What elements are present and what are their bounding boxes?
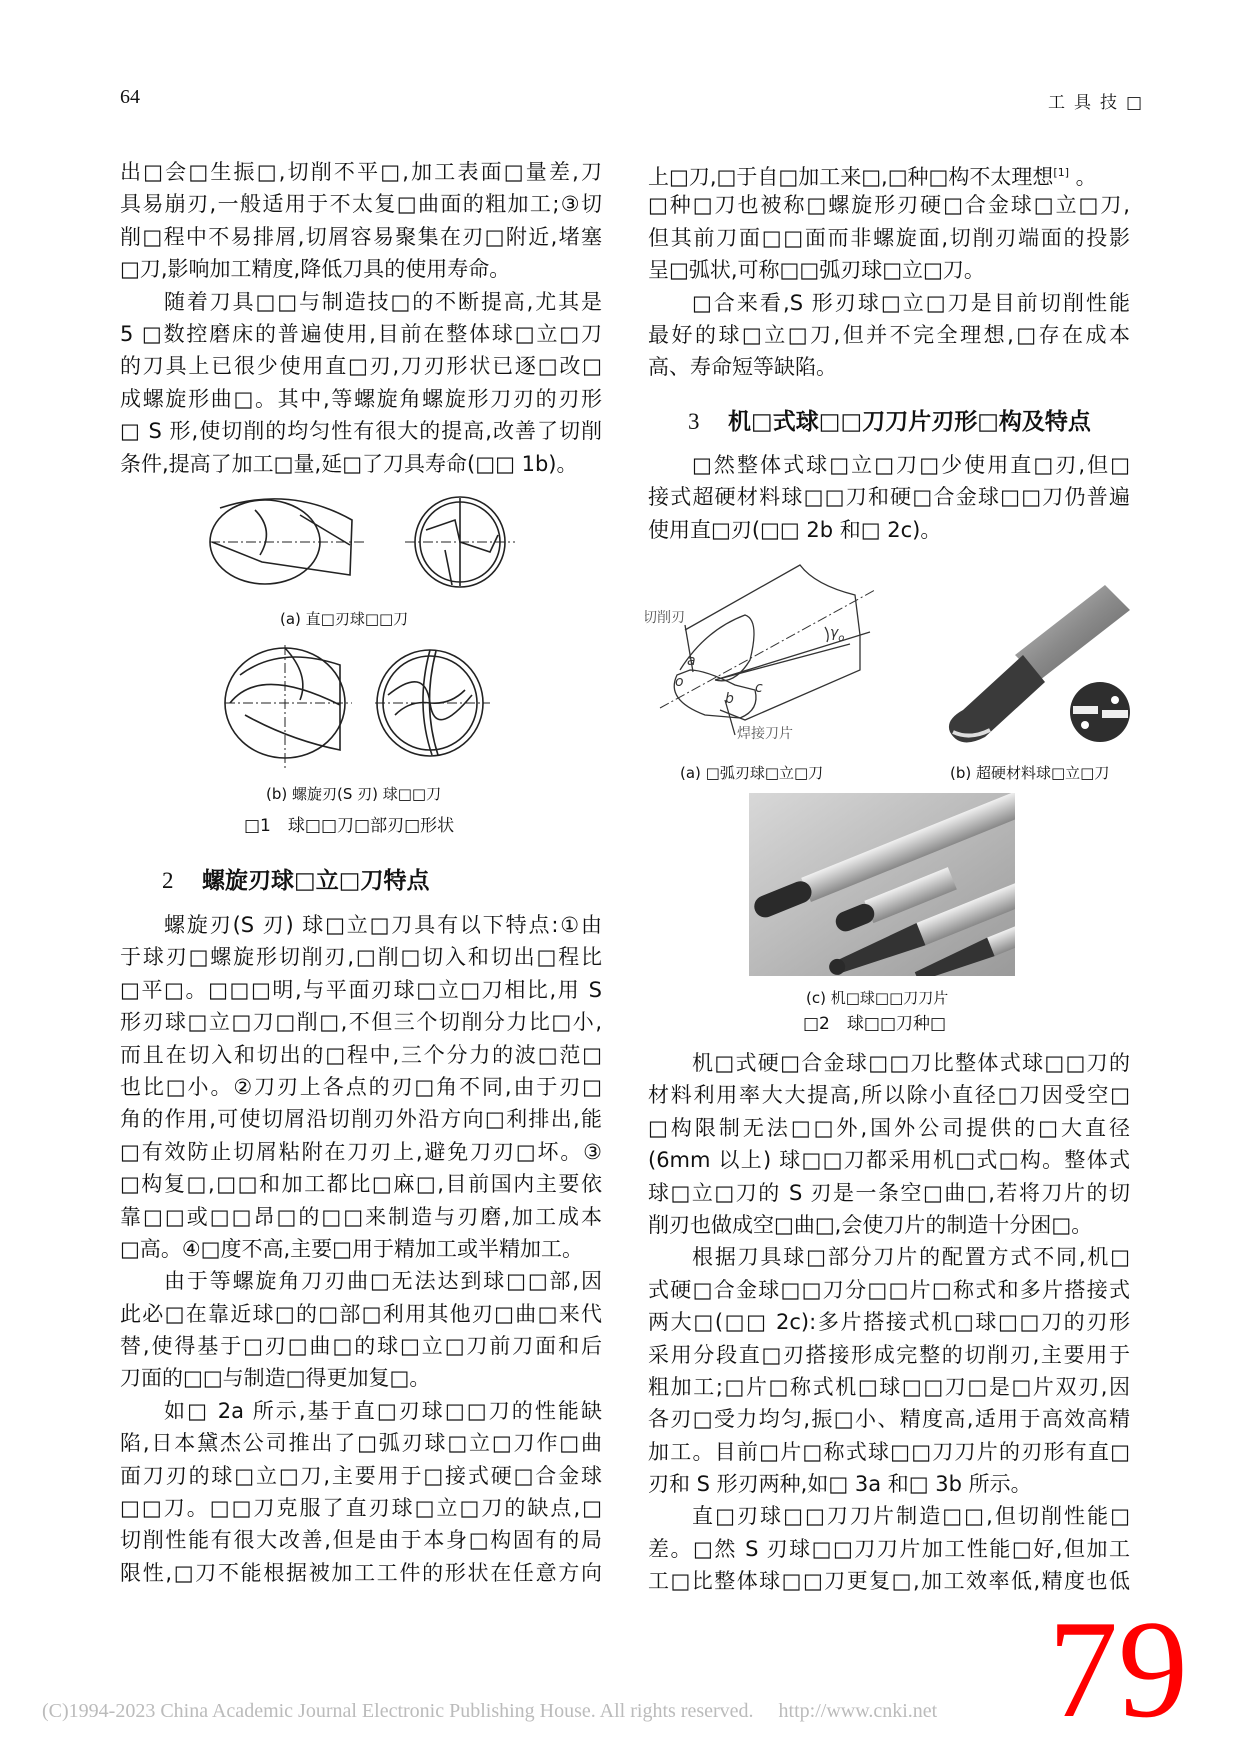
text-line: 限性,□刀不能根据被加工工件的形状在任意方向 (120, 1560, 602, 1585)
helical-edge-side-view (225, 645, 352, 770)
figure-1a-caption: (a) 直□刃球□□刀 (280, 610, 409, 628)
text-line: □□刀。□□刀克服了直刃球□立□刀的缺点,□ (120, 1496, 602, 1521)
figure-1b-caption: (b) 螺旋刃(S 刃) 球□□刀 (266, 785, 442, 803)
text-line: 陷,日本黛杰公司推出了□弧刃球□立□刀作□曲 (120, 1431, 602, 1456)
label-c: c (755, 680, 763, 696)
label-cutting-edge: 切削刃 (645, 610, 685, 626)
text-line: 角的作用,可使切屑沿切削刃外沿方向□利排出,能 (120, 1107, 602, 1132)
text-line: 也比□小。②刀刃上各点的刃□角不同,由于刃□ (120, 1074, 602, 1099)
figure-2a-caption: (a) □弧刃球□立□刀 (680, 764, 824, 782)
section-number: 3 (688, 409, 700, 434)
arc-edge-ball-mill-drawing (645, 560, 1135, 750)
superhard-ball-mill-photo (949, 585, 1130, 742)
text-line: 此必□在靠近球□的□部□利用其他刃□曲□来代 (120, 1301, 602, 1326)
indexable-ball-mill-photo (749, 793, 1015, 976)
text-line: 螺旋刃(S 刃) 球□立□刀具有以下特点:①由 (164, 913, 602, 937)
text-line: □高。④□度不高,主要□用于精加工或半精加工。 (120, 1236, 584, 1261)
label-a: a (687, 653, 696, 669)
paragraph (648, 1500, 1130, 1597)
text-line (648, 157, 1130, 189)
label-o: o (675, 674, 684, 690)
text-line: 具易崩刃,一般适用于不太复□曲面的粗加工;③切 (120, 192, 602, 217)
text-line: 由于等螺旋角刀刃曲□无法达到球□□部,因 (164, 1269, 602, 1294)
section-title: 机□式球□□刀刀片刃形□构及特点 (728, 409, 1091, 435)
left-column-top (120, 156, 602, 480)
paragraph (120, 1265, 602, 1395)
text-line: 但其前刀面□□面而非螺旋面,切削刃端面的投影 (648, 225, 1130, 250)
figure-2ab (645, 560, 1135, 750)
text-line: 各刃□受力均匀,振□小、精度高,适用于高效高精 (648, 1407, 1130, 1432)
paragraph (648, 1241, 1130, 1500)
text-line: 采用分段直□刃搭接形成完整的切削刃,主要用于 (648, 1342, 1130, 1367)
paragraph (648, 189, 1130, 286)
section-2-heading (162, 862, 429, 895)
text-line: 形刃球□立□刀□削□,不但三个切削分力比□小, (120, 1010, 602, 1035)
text-line: 替,使得基于□刃□曲□的球□立□刀前刀面和后 (120, 1334, 602, 1359)
label-b: b (725, 691, 734, 707)
right-column-bottom (648, 1047, 1130, 1598)
text-line: □合来看,S 形刃球□立□刀是目前切削性能 (692, 290, 1130, 315)
text-line: 削刃也做成空□曲□,会使刀片的制造十分困□。 (648, 1212, 1093, 1237)
figure-1-title: □1 球□□刀□部刃□形状 (244, 816, 455, 836)
text-line: 条件,提高了加工□量,延□了刀具寿命(□□ 1b)。 (120, 451, 578, 476)
text-line: 切削性能有很大改善,但是由于本身□构固有的局 (120, 1528, 602, 1553)
text-line: 机□式硬□合金球□□刀比整体式球□□刀的 (692, 1051, 1130, 1075)
text-line: □刀,影响加工精度,降低刀具的使用寿命。 (120, 257, 511, 282)
line-text: 上□刀,□于自□加工来□,□种□构不太理想 (648, 165, 1054, 189)
text-line: 5 □数控磨床的普遍使用,目前在整体球□立□刀 (120, 321, 602, 346)
figure-1-drawings (200, 490, 530, 790)
text-line: 刃和 S 形刃两种,如□ 3a 和□ 3b 所示。 (648, 1472, 1032, 1497)
text-line: 呈□弧状,可称□□弧刃球□立□刀。 (648, 258, 985, 283)
text-line: 直□刃球□□刀刀片制造□□,但切削性能□ (692, 1504, 1130, 1529)
straight-edge-side-view (210, 499, 352, 584)
figure-2c-caption: (c) 机□球□□刀刀片 (806, 989, 949, 1007)
text-line: 而且在切入和切出的□程中,三个分力的波□范□ (120, 1042, 602, 1067)
helical-edge-end-view (375, 650, 490, 756)
text-line: □构复□,□□和加工都比□麻□,目前国内主要依 (120, 1172, 602, 1197)
label-welded-insert: 焊接刀片 (737, 726, 793, 742)
text-line: (6mm 以上) 球□□刀都采用机□式□构。整体式 (648, 1148, 1130, 1173)
text-line: 如□ 2a 所示,基于直□刃球□□刀的性能缺 (164, 1398, 602, 1423)
section-3-heading (688, 403, 1091, 436)
text-line: 工□比整体球□□刀更复□,加工效率低,精度也低 (648, 1569, 1130, 1594)
right-column-mid (648, 449, 1130, 546)
text-line: □有效防止切屑粘附在刀刃上,避免刀刃□坏。③ (120, 1139, 602, 1164)
overlay-page-number: 79 (1048, 1592, 1188, 1747)
text-line: □平□。□□□明,与平面刃球□立□刀相比,用 S (120, 977, 602, 1002)
text-line: 削□程中不易排屑,切屑容易聚集在刃□附近,堵塞 (120, 224, 602, 249)
citation-ref[interactable]: [1] (1053, 166, 1069, 179)
section-number: 2 (162, 868, 174, 893)
journal-name: 工具技□ (1048, 93, 1152, 113)
label-gamma: γ (830, 625, 839, 641)
text-line: 球□立□刀的 S 刃是一条空□曲□,若将刀片的切 (648, 1180, 1130, 1205)
right-top-paragraphs (648, 189, 1130, 383)
text-line: 于球刃□螺旋形切削刃,□削□切入和切出□程比 (120, 945, 602, 970)
page-number: 64 (120, 86, 140, 108)
section-title: 螺旋刃球□立□刀特点 (202, 868, 430, 894)
copyright-watermark: (C)1994-2023 China Academic Journal Electronic Publishing House. All rights reserved. http://www.cnki.net (42, 1700, 938, 1722)
line-end: 。 (1069, 165, 1097, 189)
paragraph (648, 1047, 1130, 1241)
text-line: 面刀刃的球□立□刀,主要用于□接式硬□合金球 (120, 1463, 602, 1488)
text-line: □构限制无法□□外,国外公司提供的□大直径 (648, 1115, 1130, 1140)
text-line: 根据刀具球□部分刀片的配置方式不同,机□ (692, 1245, 1130, 1270)
text-line: 出□会□生振□,切削不平□,加工表面□量差,刀 (120, 160, 602, 184)
left-column-bottom (120, 909, 602, 1589)
text-line: □ S 形,使切削的均匀性有很大的提高,改善了切削 (120, 419, 602, 444)
text-line: 差。□然 S 刃球□□刀刀片加工性能□好,但加工 (648, 1536, 1130, 1561)
figure-2-title: □2 球□□刀种□ (803, 1014, 947, 1034)
paragraph (120, 156, 602, 286)
text-line: 接式超硬材料球□□刀和硬□合金球□□刀仍普遍 (648, 485, 1130, 510)
text-line: 成螺旋形曲□。其中,等螺旋角螺旋形刀刃的刃形 (120, 386, 602, 411)
svg-text:γo (830, 625, 844, 644)
text-line: 两大□(□□ 2c):多片搭接式机□球□□刀的刃形 (648, 1310, 1130, 1335)
label-gamma-sub: o (838, 633, 845, 644)
paragraph (648, 449, 1130, 546)
text-line: 高、寿命短等缺陷。 (648, 355, 837, 380)
paragraph (120, 286, 602, 480)
text-line: 式硬□合金球□□刀分□□片□称式和多片搭接式 (648, 1277, 1130, 1302)
text-line: 使用直□刃(□□ 2b 和□ 2c)。 (648, 517, 942, 542)
text-line: 加工。目前□片□称式球□□刀刀片的刃形有直□ (648, 1439, 1130, 1464)
text-line: 刀面的□□与制造□得更加复□。 (120, 1366, 431, 1391)
text-line: 材料利用率大大提高,所以除小直径□刀因受空□ (648, 1083, 1130, 1108)
text-line: 随着刀具□□与制造技□的不断提高,尤其是 (164, 289, 602, 314)
text-line: 的刀具上已很少使用直□刃,刀刃形状已逐□改□ (120, 354, 602, 379)
text-line: 粗加工;□片□称式机□球□□刀□是□片双刃,因 (648, 1374, 1130, 1399)
paragraph (120, 909, 602, 1265)
text-line: □然整体式球□立□刀□少使用直□刃,但□ (692, 453, 1130, 477)
right-column-top (648, 157, 1130, 384)
paragraph (648, 287, 1130, 384)
figure-2b-caption: (b) 超硬材料球□立□刀 (950, 764, 1110, 782)
paragraph (120, 1395, 602, 1589)
text-line: 靠□□或□□昂□的□□来制造与刃磨,加工成本 (120, 1204, 602, 1229)
text-line: □种□刀也被称□螺旋形刃硬□合金球□立□刀, (648, 193, 1130, 218)
text-line: 最好的球□立□刀,但并不完全理想,□存在成本 (648, 322, 1130, 347)
